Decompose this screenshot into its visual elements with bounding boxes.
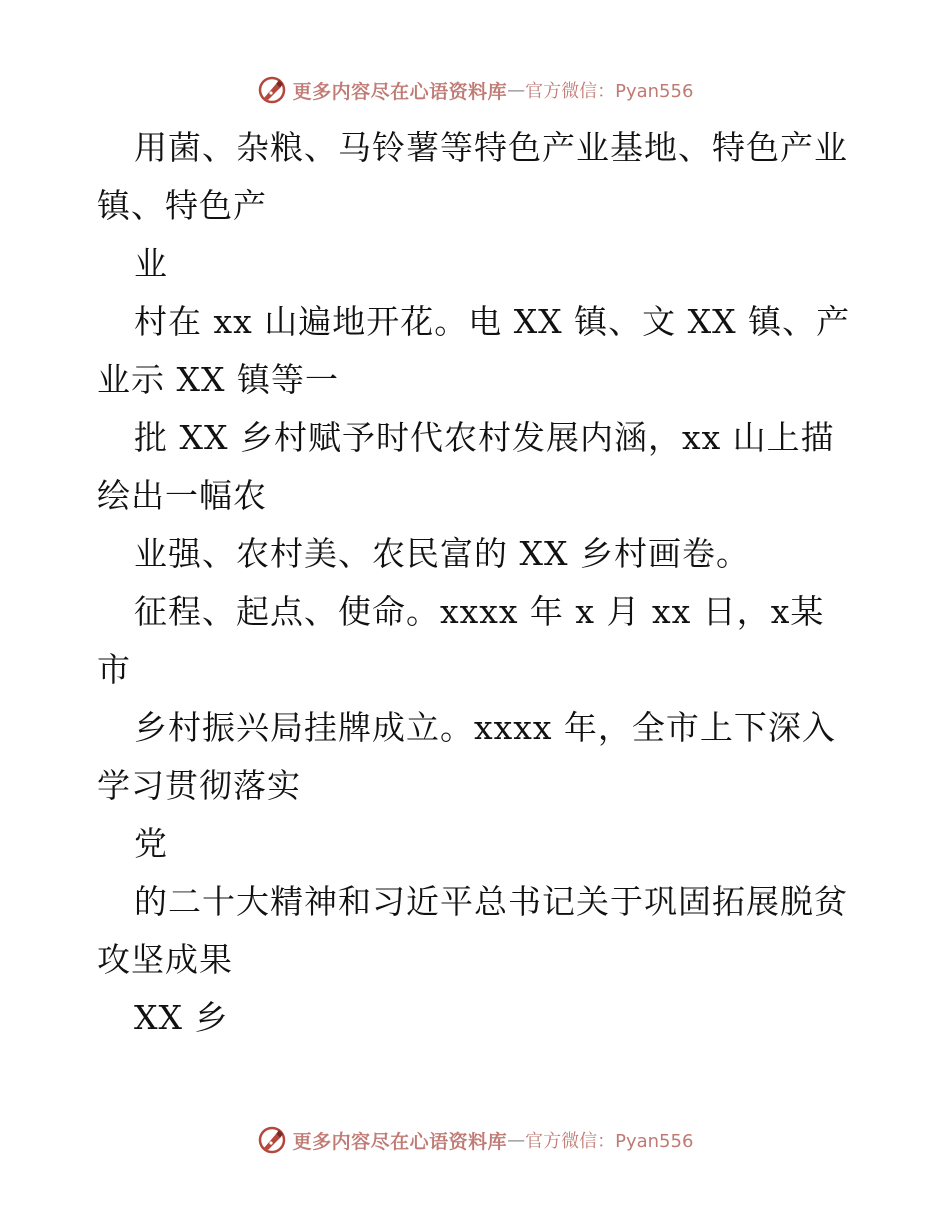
body-line: 市: [97, 650, 131, 689]
watermark-text: 更多内容尽在心语资料库: [292, 80, 508, 103]
body-line: 业强、农村美、农民富的 XX 乡村画卷。: [134, 534, 750, 573]
watermark-dash: —: [507, 79, 526, 101]
body-line: 批 XX 乡村赋予时代农村发展内涵，xx 山上描: [134, 418, 835, 457]
watermark-contact: 官方微信：Pyan556: [525, 81, 694, 102]
body-line: 业: [134, 244, 168, 283]
body-line: 的二十大精神和习近平总书记关于巩固拓展脱贫: [134, 882, 848, 921]
body-line: 党: [134, 824, 168, 863]
body-line: 绘出一幅农: [97, 476, 267, 515]
body-line: 征程、起点、使命。xxxx 年 x 月 xx 日，x某: [134, 592, 825, 631]
body-line: 攻坚成果: [97, 940, 233, 979]
body-line: 村在 xx 山遍地开花。电 XX 镇、文 XX 镇、产: [134, 302, 851, 341]
watermark-text: 更多内容尽在心语资料库: [292, 1130, 508, 1153]
watermark-contact: 官方微信：Pyan556: [525, 1131, 694, 1152]
body-line: 镇、特色产: [97, 186, 267, 225]
body-line: 用菌、杂粮、马铃薯等特色产业基地、特色产业: [134, 128, 848, 167]
body-line: 业示 XX 镇等一: [97, 360, 339, 399]
pen-nib-logo-icon: [257, 1125, 287, 1155]
body-line: XX 乡: [134, 998, 229, 1037]
body-line: 学习贯彻落实: [97, 766, 301, 805]
footer-watermark: [0, 1122, 950, 1158]
body-line: 乡村振兴局挂牌成立。xxxx 年，全市上下深入: [134, 708, 836, 747]
watermark-dash: —: [507, 1129, 526, 1151]
